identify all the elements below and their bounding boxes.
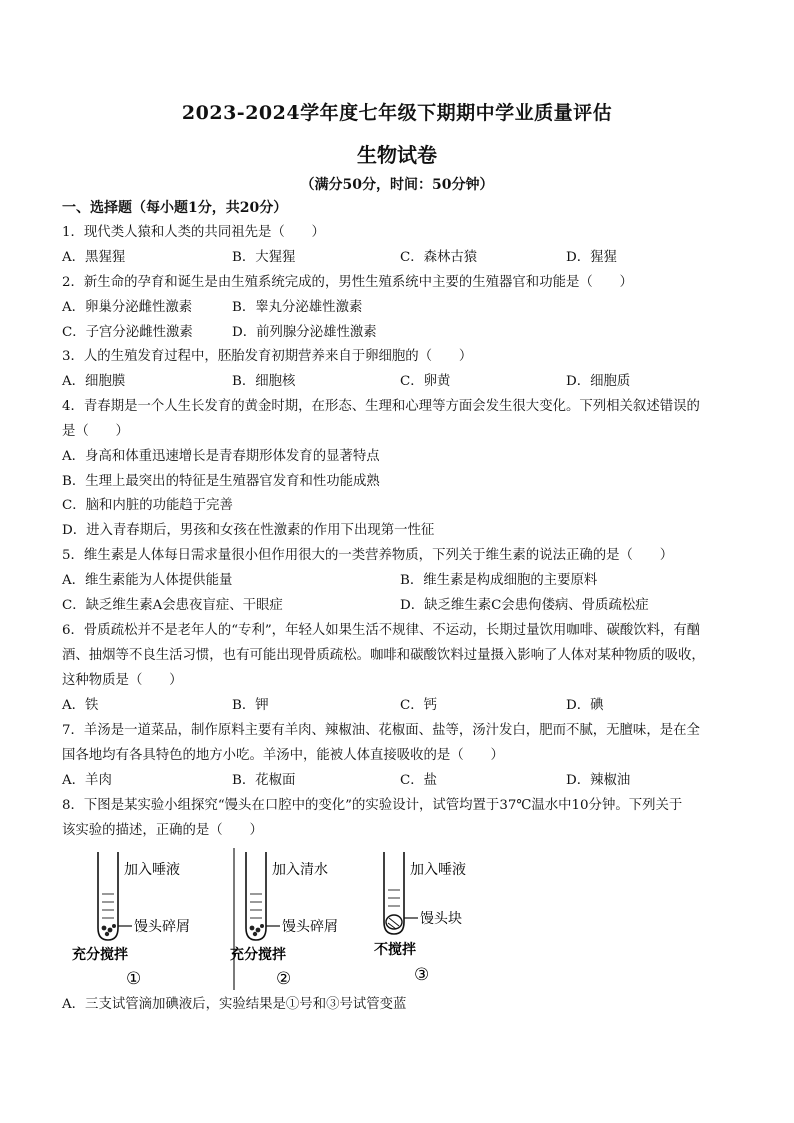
tube-2-content-label: 馒头碎屑 (282, 919, 338, 935)
q4-option-c: C．脑和内脏的功能趋于完善 (62, 498, 233, 513)
q3-option-c: C．卵黄 (400, 374, 451, 389)
question-6-stem-line3: 这种物质是（ ） (62, 673, 183, 688)
q3-option-d: D．细胞质 (566, 374, 631, 389)
q3-option-a: A．细胞膜 (62, 374, 126, 389)
q4-option-a: A．身高和体重迅速增长是青春期形体发育的显著特点 (62, 449, 380, 464)
question-4-stem-line1: 4．青春期是一个人生长发育的黄金时期，在形态、生理和心理等方面会发生很大变化。下列相关叙述错误的 (62, 399, 700, 414)
exam-subject: 生物试卷 (357, 143, 437, 167)
exam-title: 2023-2024学年度七年级下期期中学业质量评估 (181, 102, 613, 124)
q7-option-b: B．花椒面 (232, 773, 296, 788)
q5-option-b: B．维生素是构成细胞的主要原料 (400, 573, 598, 588)
tube-1-add-label: 加入唾液 (124, 862, 180, 878)
q6-option-c: C．钙 (400, 698, 438, 713)
question-8-stem-line1: 8．下图是某实验小组探究“馒头在口腔中的变化”的实验设计，试管均置于37℃温水中10分钟。下列关于 (62, 798, 683, 813)
q3-option-b: B．细胞核 (232, 374, 296, 389)
question-5-stem: 5．维生素是人体每日需求量很小但作用很大的一类营养物质，下列关于维生素的说法正确的是（ ） (62, 548, 674, 563)
test-tube-figure (68, 842, 488, 992)
q2-option-a: A．卵巢分泌雌性激素 (62, 300, 193, 315)
tube-3-number: ③ (414, 965, 430, 985)
q2-option-c: C．子宫分泌雌性激素 (62, 325, 193, 340)
q4-option-d: D．进入青春期后，男孩和女孩在性激素的作用下出现第一性征 (62, 523, 435, 538)
tube-3-content-label: 馒头块 (420, 911, 462, 927)
question-7-stem-line2: 国各地均有各具特色的地方小吃。羊汤中，能被人体直接吸收的是（ ） (62, 748, 504, 763)
tube-1-stir-label: 充分搅拌 (72, 947, 128, 963)
q1-option-d: D．猩猩 (566, 250, 617, 265)
q7-option-a: A．羊肉 (62, 773, 112, 788)
q5-option-c: C．缺乏维生素A会患夜盲症、干眼症 (62, 598, 283, 613)
q1-option-a: A．黑猩猩 (62, 250, 126, 265)
question-6-stem-line2: 酒、抽烟等不良生活习惯，也有可能出现骨质疏松。咖啡和碳酸饮料过量摄入影响了人体对某种物质的吸收， (62, 648, 705, 663)
q1-option-b: B．大猩猩 (232, 250, 296, 265)
q5-option-a: A．维生素能为人体提供能量 (62, 573, 233, 588)
question-2-stem: 2．新生命的孕育和诞生是由生殖系统完成的，男性生殖系统中主要的生殖器官和功能是（ ） (62, 275, 633, 290)
question-4-stem-line2: 是（ ） (62, 424, 129, 439)
tube-3-stir-label: 不搅拌 (374, 942, 416, 958)
tube-2-stir-label: 充分搅拌 (230, 947, 286, 963)
q6-option-b: B．钾 (232, 698, 269, 713)
tube-3-add-label: 加入唾液 (410, 862, 466, 878)
question-1-stem: 1．现代类人猿和人类的共同祖先是（ ） (62, 225, 325, 240)
q6-option-d: D．碘 (566, 698, 604, 713)
q6-option-a: A．铁 (62, 698, 99, 713)
q2-option-b: B．睾丸分泌雄性激素 (232, 300, 363, 315)
q8-option-a: A．三支试管滴加碘液后，实验结果是①号和③号试管变蓝 (62, 997, 407, 1012)
tube-2-add-label: 加入清水 (272, 862, 328, 878)
tube-1-number: ① (126, 969, 142, 989)
question-7-stem-line1: 7．羊汤是一道菜品，制作原料主要有羊肉、辣椒油、花椒面、盐等，汤汁发白，肥而不腻，无膻味，是在全 (62, 723, 700, 738)
q5-option-d: D．缺乏维生素C会患佝偻病、骨质疏松症 (400, 598, 649, 613)
q4-option-b: B．生理上最突出的特征是生殖器官发育和性功能成熟 (62, 474, 380, 489)
q2-option-d: D．前列腺分泌雄性激素 (232, 325, 377, 340)
exam-info: （满分50分，时间：50分钟） (300, 177, 494, 193)
q1-option-c: C．森林古猿 (400, 250, 478, 265)
q7-option-c: C．盐 (400, 773, 438, 788)
question-6-stem-line1: 6．骨质疏松并不是老年人的“专利”，年轻人如果生活不规律、不运动，长期过量饮用咖啡、碳酸饮料，有酗 (62, 623, 701, 638)
tube-1-content-label: 馒头碎屑 (134, 919, 190, 935)
section-heading: 一、选择题（每小题1分，共20分） (62, 200, 288, 216)
question-8-stem-line2: 该实验的描述，正确的是（ ） (62, 823, 263, 838)
question-3-stem: 3．人的生殖发育过程中，胚胎发育初期营养来自于卵细胞的（ ） (62, 349, 473, 364)
tube-2-number: ② (276, 969, 292, 989)
q7-option-d: D．辣椒油 (566, 773, 631, 788)
